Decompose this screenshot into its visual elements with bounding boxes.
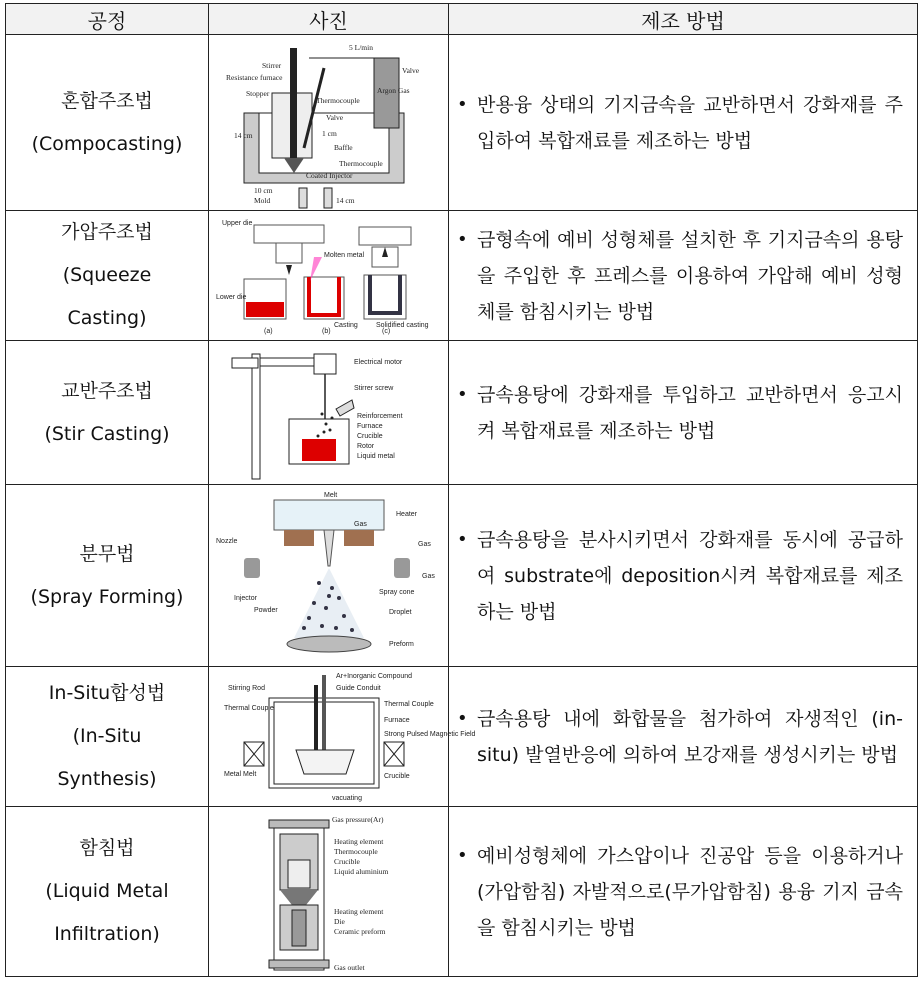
stir-casting-diagram xyxy=(214,344,444,482)
fig-label: Powder xyxy=(253,606,278,614)
process-method-cell xyxy=(449,667,918,807)
fig-label: Gas xyxy=(353,520,367,528)
fig-label: Heater xyxy=(395,510,417,518)
fig-label: 10 cm xyxy=(253,185,273,195)
fig-label: Thermocouple xyxy=(333,846,378,856)
fig-label: Gas outlet xyxy=(333,962,365,972)
fig-label: (c) xyxy=(381,327,390,335)
fig-label: Molten metal xyxy=(323,251,364,259)
process-name-en-2: Synthesis) xyxy=(57,768,157,790)
process-name-ko: 혼합주조법 xyxy=(61,89,153,112)
fig-label: Guide Conduit xyxy=(335,684,381,692)
process-figure-cell xyxy=(209,35,449,211)
fig-label: Stirrer xyxy=(261,60,281,70)
fig-label: Spray cone xyxy=(378,588,414,596)
fig-label: Stirring Rod xyxy=(227,684,265,692)
fig-label: Reinforcement xyxy=(356,412,403,420)
method-description: • 예비성형체에 가스압이나 진공압 등을 이용하거나(가압함침) 자발적으로(무가압함침) 용융 기지 금속을 함침시키는 방법 xyxy=(477,838,903,946)
fig-label: Electrical motor xyxy=(353,358,402,366)
process-method-cell xyxy=(449,807,918,977)
process-name-ko: 교반주조법 xyxy=(61,379,153,402)
method-description: • 금형속에 예비 성형체를 설치한 후 기지금속의 용탕을 주입한 후 프레스를 이용하여 가압해 예비 성형체를 함침시키는 방법 xyxy=(477,222,903,330)
method-description: • 금속용탕 내에 화합물을 첨가하여 자생적인 (in-situ) 발열반응에 의하여 보강재를 생성시키는 방법 xyxy=(477,701,903,773)
process-name-en-2: Infiltration) xyxy=(54,923,160,945)
process-name-en: (Spray Forming) xyxy=(30,585,184,608)
method-description: • 금속용탕에 강화재를 투입하고 교반하면서 응고시켜 복합재료를 제조하는 방법 xyxy=(477,377,903,449)
fig-label: Ceramic preform xyxy=(333,926,385,936)
fig-label: Stopper xyxy=(245,88,269,98)
process-name-en: (Squeeze xyxy=(62,264,152,286)
fig-label: Thermocouple xyxy=(315,95,360,105)
fig-label: Upper die xyxy=(221,219,252,227)
process-figure-cell xyxy=(209,807,449,977)
process-name-cell xyxy=(6,485,209,667)
fig-label: Resistance furnace xyxy=(225,72,282,82)
process-name-cell xyxy=(6,341,209,485)
fig-label: Crucible xyxy=(333,856,360,866)
fig-label: Mold xyxy=(253,195,270,205)
fig-label: Liquid aluminium xyxy=(333,866,388,876)
process-name-en: (Stir Casting) xyxy=(44,422,170,445)
process-figure-cell xyxy=(209,485,449,667)
fig-label: Rotor xyxy=(356,442,374,450)
in-situ-diagram xyxy=(214,670,475,804)
table-row xyxy=(6,667,918,807)
process-name-ko: 가압주조법 xyxy=(61,221,153,243)
fig-label: Nozzle xyxy=(215,537,237,545)
header-photo: 사진 xyxy=(209,4,449,35)
fig-label: Furnace xyxy=(356,422,383,430)
fig-label: 14 cm xyxy=(233,130,253,140)
fig-label: Die xyxy=(333,916,345,926)
compocasting-diagram xyxy=(214,38,444,208)
process-name-en: (Compocasting) xyxy=(31,132,183,155)
process-name-en-2: Casting) xyxy=(67,307,147,329)
fig-label: Preform xyxy=(388,640,414,648)
table-row xyxy=(6,211,918,341)
process-figure-cell xyxy=(209,211,449,341)
table-header-row xyxy=(6,4,918,35)
process-name-ko: 분무법 xyxy=(79,542,135,565)
fig-label: Thermocouple xyxy=(338,158,383,168)
table-row xyxy=(6,35,918,211)
squeeze-casting-diagram xyxy=(214,217,444,335)
process-name-ko: 함침법 xyxy=(79,837,135,859)
fig-label: Valve xyxy=(401,65,419,75)
process-method-cell xyxy=(449,485,918,667)
fig-label: Gas xyxy=(417,540,431,548)
process-figure-cell xyxy=(209,341,449,485)
fig-label: Metal Melt xyxy=(223,770,256,778)
table-row xyxy=(6,807,918,977)
header-process: 공정 xyxy=(6,4,209,35)
fig-label: Gas pressure(Ar) xyxy=(331,814,383,824)
fig-label: Valve xyxy=(325,112,343,122)
table-row xyxy=(6,485,918,667)
fig-label: Solidified casting xyxy=(375,321,429,329)
fig-label: Liquid metal xyxy=(356,452,395,460)
fig-label: 1 cm xyxy=(321,128,337,138)
infiltration-diagram xyxy=(214,810,444,974)
process-name-cell xyxy=(6,211,209,341)
header-method: 제조 방법 xyxy=(449,4,918,35)
fig-label: Lower die xyxy=(215,293,246,301)
fig-label: Heating element xyxy=(333,906,383,916)
process-name-cell xyxy=(6,667,209,807)
process-method-cell xyxy=(449,35,918,211)
fig-label: Ar+Inorganic Compound xyxy=(335,672,412,680)
process-name-en: (Liquid Metal xyxy=(45,880,169,902)
table-row xyxy=(6,341,918,485)
fig-label: (a) xyxy=(263,327,273,335)
fig-label: Droplet xyxy=(388,608,412,616)
fig-label: Stirrer screw xyxy=(353,384,393,392)
fig-label: Injector xyxy=(233,594,257,602)
fig-label: 14 cm xyxy=(335,195,355,205)
method-description: • 반용융 상태의 기지금속을 교반하면서 강화재를 주입하여 복합재료를 제조하는 방법 xyxy=(477,87,903,159)
fig-label: Coated Injector xyxy=(305,170,352,180)
fig-label: Argon Gas xyxy=(376,85,410,95)
process-name-en: (In-Situ xyxy=(72,725,142,747)
fig-label: Thermal Couple xyxy=(383,700,434,708)
process-name-ko: In-Situ합성법 xyxy=(48,682,166,704)
fig-label: Gas xyxy=(421,572,435,580)
process-table xyxy=(5,3,918,977)
process-name-cell xyxy=(6,807,209,977)
spray-forming-diagram xyxy=(214,488,444,664)
fig-label: Thermal Couple xyxy=(223,704,274,712)
fig-label: (b) xyxy=(321,327,331,335)
fig-label: Melt xyxy=(323,491,337,499)
fig-label: Crucible xyxy=(356,432,383,440)
process-method-cell xyxy=(449,341,918,485)
fig-label: vacuating xyxy=(331,794,362,802)
fig-label: Strong Pulsed Magnetic Field xyxy=(383,730,475,738)
method-description: • 금속용탕을 분사시키면서 강화재를 동시에 공급하여 substrate에 deposition시켜 복합재료를 제조하는 방법 xyxy=(477,522,903,630)
process-name-cell xyxy=(6,35,209,211)
fig-label: Baffle xyxy=(333,142,353,152)
process-method-cell xyxy=(449,211,918,341)
fig-label: Casting xyxy=(333,321,358,329)
fig-label: Furnace xyxy=(383,716,410,724)
process-figure-cell xyxy=(209,667,475,807)
fig-label: 5 L/min xyxy=(348,42,373,52)
fig-label: Heating element xyxy=(333,836,383,846)
fig-label: Crucible xyxy=(383,772,410,780)
